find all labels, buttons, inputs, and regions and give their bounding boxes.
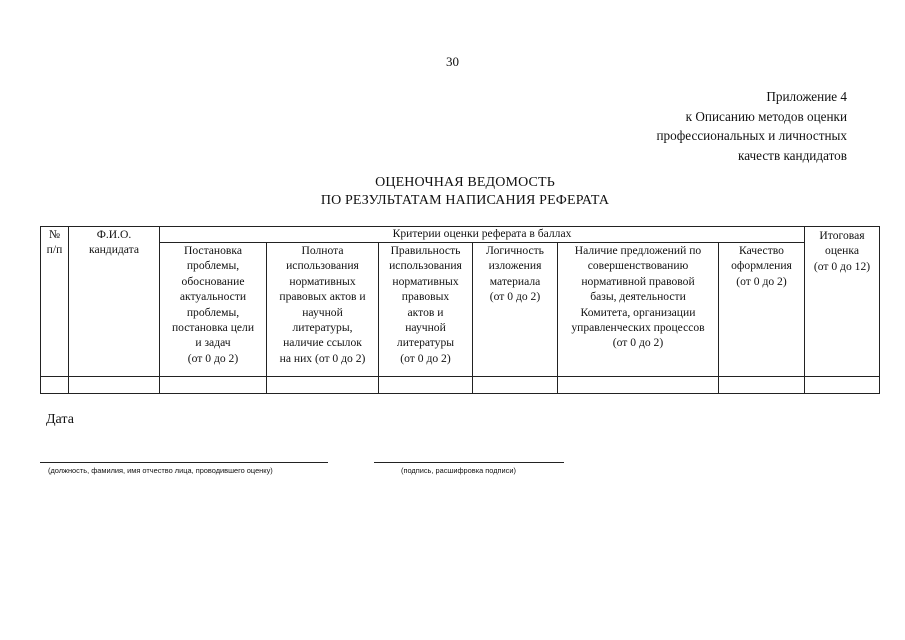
- total-score-line: (от 0 до 12): [813, 259, 871, 273]
- name-header: Ф.И.О.: [69, 227, 160, 243]
- criterion-line: постановка цели: [171, 320, 255, 334]
- signature-caption: (подпись, расшифровка подписи): [401, 466, 516, 475]
- number-subheader: п/п: [41, 242, 69, 376]
- criterion-line: наличие ссылок: [283, 336, 362, 350]
- table-cell: [719, 376, 805, 393]
- criterion-line: использования: [286, 259, 359, 273]
- criterion-line: нормативных: [392, 274, 459, 288]
- criterion-correctness: [379, 242, 473, 376]
- criterion-line: изложения: [488, 259, 542, 273]
- criterion-line: оформления: [731, 259, 792, 273]
- position-name-caption: (должность, фамилия, имя отчество лица, проводившего оценку): [48, 466, 273, 475]
- criterion-line: материала: [489, 274, 541, 288]
- criterion-line: Постановка: [183, 243, 243, 257]
- criterion-line: (от 0 до 2): [489, 290, 541, 304]
- appendix-line: профессиональных и личностных: [656, 128, 847, 143]
- criterion-line: актуальности: [179, 290, 247, 304]
- number-header: №: [41, 227, 69, 243]
- table-cell: [379, 376, 473, 393]
- criterion-line: управленческих процессов: [571, 320, 705, 334]
- title-line: ПО РЕЗУЛЬТАТАМ НАПИСАНИЯ РЕФЕРАТА: [320, 192, 610, 208]
- table-cell: [473, 376, 558, 393]
- criterion-line: (от 0 до 2): [736, 274, 787, 288]
- criterion-line: нормативных: [289, 274, 356, 288]
- appendix-note: [657, 87, 848, 165]
- criterion-line: актов и: [407, 305, 444, 319]
- criterion-line: на них (от 0 до 2): [279, 351, 366, 365]
- table-row: [41, 376, 880, 393]
- criterion-line: правовых актов и: [279, 290, 366, 304]
- criterion-formatting: [719, 242, 805, 376]
- total-score-line: Итоговая: [819, 229, 865, 242]
- criterion-proposals: [558, 242, 719, 376]
- criterion-line: и задач: [195, 336, 231, 350]
- criterion-line: использования: [389, 259, 462, 273]
- title-line: ОЦЕНОЧНАЯ ВЕДОМОСТЬ: [375, 175, 555, 190]
- table-cell: [41, 376, 69, 393]
- criterion-completeness: [267, 242, 379, 376]
- name-subheader: кандидата: [69, 242, 160, 376]
- table-cell: [558, 376, 719, 393]
- page-number: 30: [446, 54, 459, 69]
- criterion-line: Комитета, организации: [580, 305, 696, 319]
- criterion-line: базы, деятельности: [590, 290, 686, 304]
- document-title: [0, 174, 905, 209]
- criterion-line: Качество: [739, 243, 784, 257]
- criterion-line: литературы,: [292, 320, 353, 334]
- criterion-line: (от 0 до 2): [612, 336, 664, 350]
- criteria-header: Критерии оценки реферата в баллах: [160, 227, 805, 243]
- total-score-header: [805, 227, 880, 377]
- criterion-line: обоснование: [181, 274, 245, 288]
- table-cell: [805, 376, 880, 393]
- table-cell: [69, 376, 160, 393]
- total-score-line: оценка: [825, 244, 859, 258]
- criterion-line: Правильность: [390, 243, 461, 257]
- criterion-problem-statement: [160, 242, 267, 376]
- criterion-line: нормативной правовой: [581, 274, 695, 288]
- criterion-line: Наличие предложений по: [574, 243, 702, 257]
- table-cell: [160, 376, 267, 393]
- table-cell: [267, 376, 379, 393]
- criterion-line: (от 0 до 2): [187, 351, 239, 365]
- criterion-line: совершенствованию: [587, 259, 689, 273]
- criterion-line: научной: [405, 320, 446, 334]
- criterion-line: литературы: [396, 336, 455, 350]
- criterion-line: проблемы,: [186, 259, 240, 273]
- criterion-line: научной: [302, 305, 343, 319]
- criterion-logic: [473, 242, 558, 376]
- position-name-line: [40, 462, 328, 463]
- appendix-line: Приложение 4: [766, 89, 847, 104]
- criterion-line: (от 0 до 2): [400, 351, 451, 365]
- date-label: Дата: [46, 412, 74, 427]
- criterion-line: Полнота: [301, 243, 344, 257]
- appendix-line: к Описанию методов оценки: [685, 108, 847, 124]
- assessment-table: [40, 226, 880, 394]
- appendix-line: качеств кандидатов: [737, 147, 847, 163]
- criterion-line: Логичность: [486, 243, 544, 257]
- criterion-line: правовых: [401, 290, 450, 304]
- signature-line: [374, 462, 564, 463]
- criterion-line: проблемы,: [186, 305, 240, 319]
